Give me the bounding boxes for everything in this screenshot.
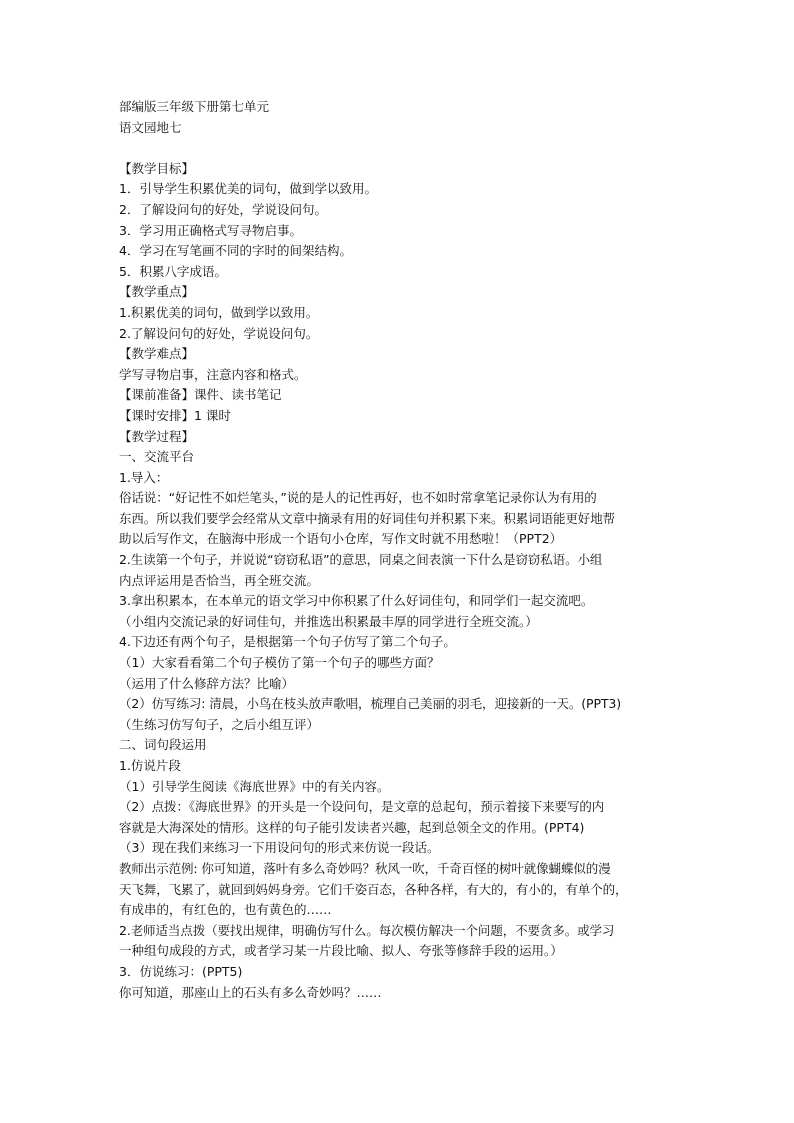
paragraph-line: 东西。所以我们要学会经常从文章中摘录有用的好词佳句并积累下来。积累词语能更好地帮 (119, 510, 616, 526)
paragraph-line: 你可知道，那座山上的石头有多么奇妙吗？…… (119, 984, 382, 1000)
goal-item: 5．积累八字成语。 (119, 263, 227, 279)
section-heading-process: 【教学过程】 (119, 428, 195, 444)
goal-item: 1．引导学生积累优美的词句，做到学以致用。 (119, 181, 377, 197)
paragraph-line: （1）引导学生阅读《海底世界》中的有关内容。 (119, 778, 390, 794)
section-heading-difficulty: 【教学难点】 (119, 346, 195, 362)
schedule-line: 【课时安排】1 课时 (119, 407, 231, 423)
part-heading: 一、交流平台 (119, 449, 195, 465)
section-heading-goals: 【教学目标】 (119, 160, 195, 176)
paragraph-line: 2.老师适当点拨（要找出规律，明确仿写什么。每次模仿解决一个问题，不要贪多。或学习 (119, 922, 615, 938)
goal-item: 3．学习用正确格式写寻物启事。 (119, 222, 302, 238)
blank-line (119, 138, 679, 159)
paragraph-line: （3）现在我们来练习一下用设问句的形式来仿说一段话。 (119, 840, 440, 856)
section-heading-key-points: 【教学重点】 (119, 284, 195, 300)
paragraph-line: 教师出示范例: 你可知道，落叶有多么奇妙吗？秋风一吹，千奇百怪的树叶就像蝴蝶似的漫 (119, 860, 611, 876)
paragraph-line: （2）点拨：《海底世界》的开头是一个设问句，是文章的总起句，预示着接下来要写的内 (119, 799, 605, 815)
part-heading: 二、词句段运用 (119, 737, 207, 753)
paragraph-line: （1）大家看看第二个句子模仿了第一个句子的哪些方面？ (119, 655, 440, 671)
paragraph-line: 助以后写作文，在脑海中形成一个语句小仓库，写作文时就不用愁啦！（PPT2） (119, 531, 563, 547)
doc-subtitle: 语文园地七 (119, 119, 182, 135)
preparation-line: 【课前准备】课件、读书笔记 (119, 387, 282, 403)
paragraph-line: 3.拿出积累本，在本单元的语文学习中你积累了什么好词佳句，和同学们一起交流吧。 (119, 593, 594, 609)
paragraph-line: （运用了什么修辞方法？比喻） (119, 675, 295, 691)
paragraph-line: （生练习仿写句子，之后小组互评） (119, 716, 320, 732)
paragraph-line: 一种组句成段的方式，或者学习某一片段比喻、拟人、夸张等修辞手段的运用。） (119, 943, 563, 959)
key-point-item: 2.了解设问句的好处，学说设问句。 (119, 325, 319, 341)
document-page (119, 97, 679, 1003)
doc-title: 部编版三年级下册第七单元 (119, 99, 270, 114)
paragraph-line: 俗话说：“好记性不如烂笔头，”说的是人的记性再好，也不如时常拿笔记录你认为有用的 (119, 490, 597, 506)
paragraph-line: 天飞舞，飞累了，就回到妈妈身旁。它们千姿百态，各种各样，有大的，有小的，有单个的， (119, 881, 628, 897)
paragraph-line: （小组内交流记录的好词佳句，并推选出积累最丰厚的同学进行全班交流。） (119, 613, 538, 629)
difficulty-text: 学写寻物启事，注意内容和格式。 (119, 366, 307, 382)
paragraph-line: 内点评运用是否恰当，再全班交流。 (119, 572, 320, 588)
goal-item: 4．学习在写笔画不同的字时的间架结构。 (119, 243, 352, 259)
step-heading: 1.仿说片段 (119, 758, 181, 773)
paragraph-line: 2.生读第一个句子，并说说“窃窃私语”的意思，同桌之间表演一下什么是窃窃私语。小组 (119, 552, 603, 568)
paragraph-line: 有成串的，有红色的，也有黄色的…… (119, 902, 332, 918)
paragraph-line: 容就是大海深处的情形。这样的句子能引发读者兴趣，起到总领全文的作用。(PPT4) (119, 819, 585, 835)
goal-item: 2．了解设问句的好处，学说设问句。 (119, 201, 327, 217)
step-heading: 1.导入： (119, 469, 169, 485)
key-point-item: 1.积累优美的词句，做到学以致用。 (119, 304, 319, 320)
paragraph-line: （2）仿写练习: 清晨，小鸟在枝头放声歌唱，梳理自己美丽的羽毛，迎接新的一天。(PPT3) (119, 696, 622, 712)
paragraph-line: 4.下边还有两个句子，是根据第一个句子仿写了第二个句子。 (119, 634, 456, 650)
step-heading: 3．仿说练习：(PPT5) (119, 963, 243, 979)
